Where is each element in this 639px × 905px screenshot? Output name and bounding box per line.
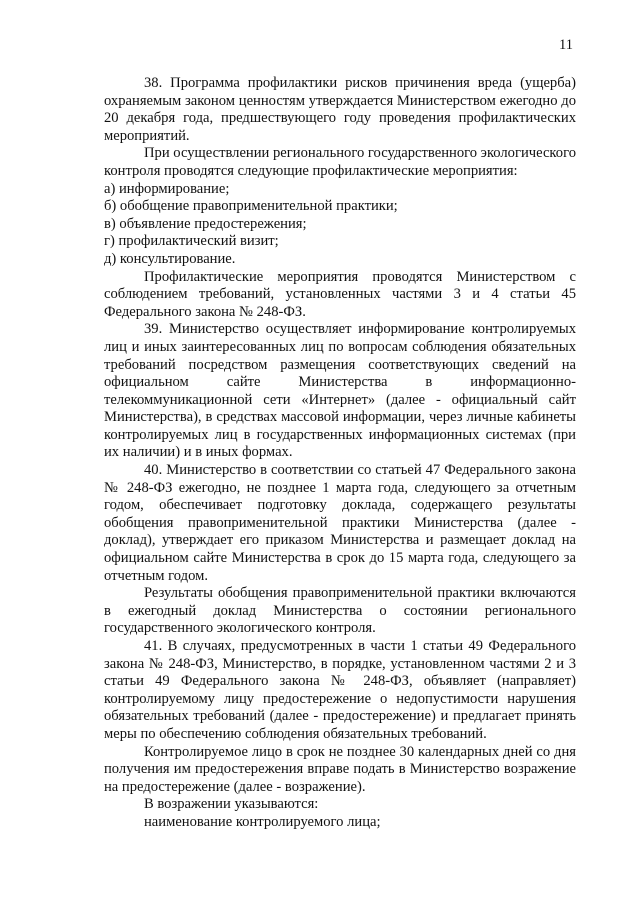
paragraph-41: 41. В случаях, предусмотренных в части 1 статьи 49 Федерального закона № 248-ФЗ, Министерство, в порядке, установленном частями 2 и 3 статьи 49 Федерального закона № 248-ФЗ, объявляет (направляет) контролируемому лицу предостережение о недопустимости нарушения обязательных требований (далее - предостережение) и предлагает принять меры по обеспечению соблюдения обязательных требований. — [104, 638, 576, 742]
list-item-v: в) объявление предостережения; — [104, 215, 307, 232]
document-body — [104, 75, 576, 832]
paragraph-40: 40. Министерство в соответствии со статьей 47 Федерального закона № 248-ФЗ ежегодно, не позднее 1 марта года, следующего за отчетным годом, обеспечивает подготовку доклада, содержащего результаты обобщения правоприменительной практики Министерства (далее - доклад), утверждает его приказом Министерства и размещает доклад на официальном сайте Министерства в срок до 15 марта года, следующего за отчетным годом. — [104, 462, 576, 584]
list-item-a: а) информирование; — [104, 180, 230, 197]
paragraph-39: 39. Министерство осуществляет информирование контролируемых лиц и иных заинтересованных лиц по вопросам соблюдения обязательных требований посредством размещения соответствующих сведений на официальном сайте Министерства в информационно-телекоммуникационной сети «Интернет» (далее - официальный сайт Министерства), в средствах массовой информации, через личные кабинеты контролируемых лиц в государственных информационных системах (при их наличии) и в иных формах. — [104, 321, 576, 461]
paragraph-measures-intro: При осуществлении регионального государственного экологического контроля проводятся следующие профилактические мероприятия: — [104, 145, 576, 179]
paragraph-objection: Контролируемое лицо в срок не позднее 30 календарных дней со дня получения им предостережения вправе подать в Министерство возражение на предостережение (далее - возражение). — [104, 743, 576, 795]
list-item-b: б) обобщение правоприменительной практики; — [104, 198, 398, 215]
page-number: 11 — [559, 37, 573, 53]
paragraph-objection-contents: В возражении указываются: — [144, 796, 319, 813]
paragraph-controlled-person-name: наименование контролируемого лица; — [144, 813, 381, 830]
paragraph-38: 38. Программа профилактики рисков причинения вреда (ущерба) охраняемым законом ценностям утверждается Министерством ежегодно до 20 декабря года, предшествующего году проведения профилактических мероприятий. — [104, 75, 576, 144]
paragraph-results: Результаты обобщения правоприменительной практики включаются в ежегодный доклад Министерства о состоянии регионального государственного экологического контроля. — [104, 585, 576, 637]
list-item-d: д) консультирование. — [104, 250, 236, 267]
list-item-g: г) профилактический визит; — [104, 233, 279, 250]
paragraph-measures-requirements: Профилактические мероприятия проводятся Министерством с соблюдением требований, установленных частями 3 и 4 статьи 45 Федерального закона № 248-ФЗ. — [104, 268, 576, 320]
